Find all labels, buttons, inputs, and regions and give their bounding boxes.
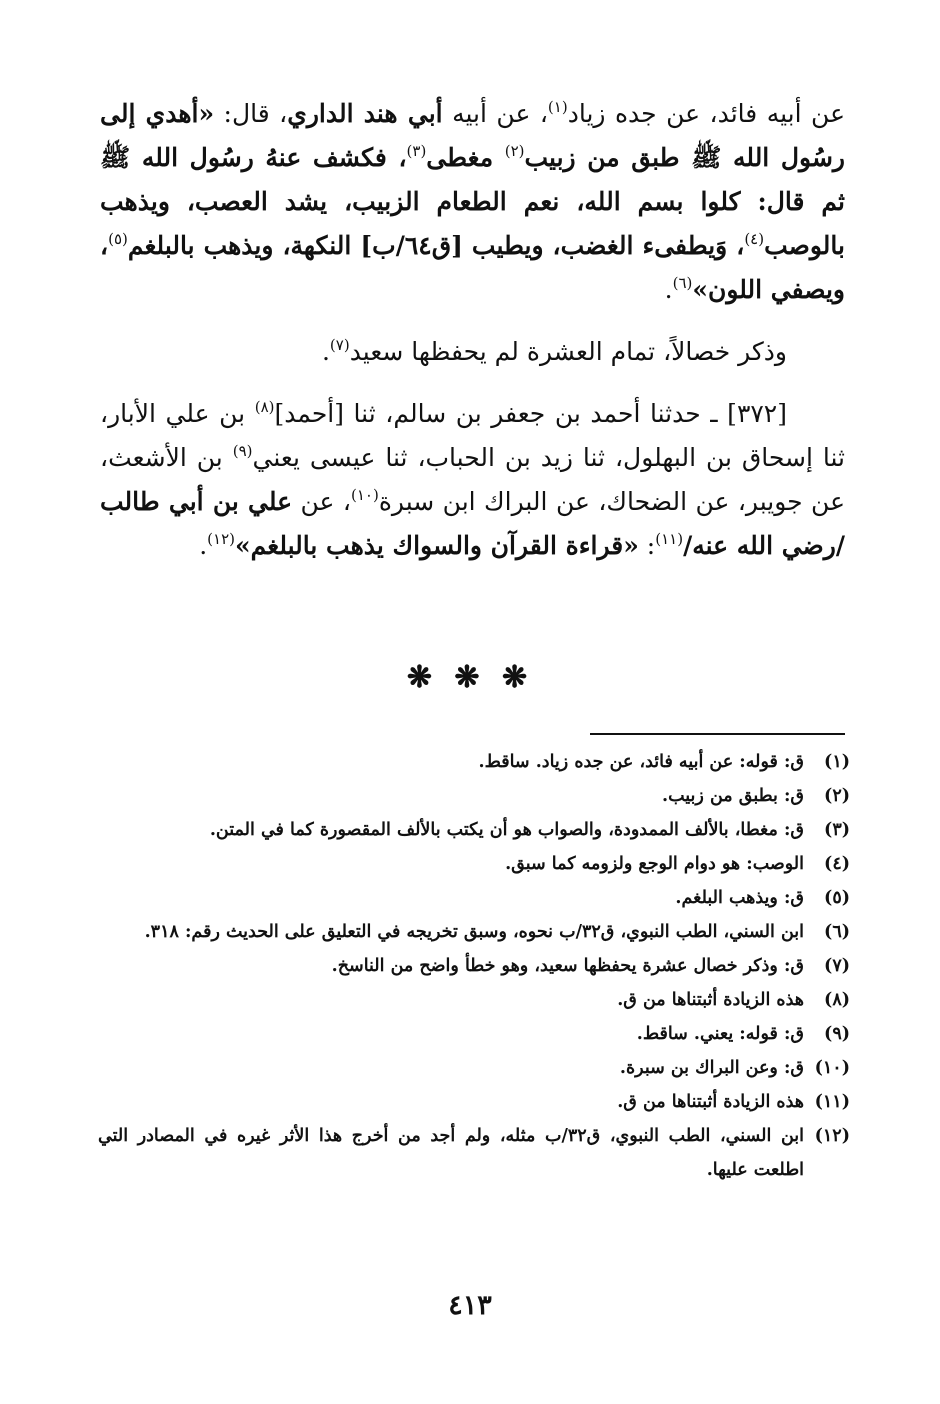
text-run: ، عن [292,487,351,516]
footnote-text: ق: قوله: يعني. ساقط. [636,1024,804,1044]
hadith-text: ، وَيطفىء الغضب، ويطيب [ق٦٤/ب] النكهة، ويذهب بالبلغم [127,231,745,260]
footnote-item [98,779,850,813]
page-number: ٤١٣ [448,1290,492,1321]
footnote-text: ابن السني، الطب النبوي، ق٣٢/ب مثله، ولم أجد من أخرج هذا الأثر غيره في المصادر التي اطلعت عليها. [98,1126,804,1180]
commentary-paragraph [100,330,845,374]
text-run: بن الأشعث، عن جويبر، عن الضحاك، عن البراك ابن سبرة [100,443,845,516]
footnote-item [98,813,850,847]
hadith-paragraph-1 [100,92,845,312]
footnote-marker: (٩) [232,442,253,460]
text-run: عن أبيه فائد، عن جده زياد [567,99,845,128]
footnote-marker: (١١) [655,530,684,548]
footnote-marker: (٧) [329,336,350,354]
footnote-marker: (٣) [406,142,427,160]
footnote-item [98,1119,850,1187]
footnote-text: ق: مغطا، بالألف الممدودة، والصواب هو أن يكتب بالألف المقصورة كما في المتن. [209,820,804,840]
footnote-number: (١) [824,752,850,772]
narrator-name: أبي هند الداري [287,99,443,128]
hadith-text: ، ويصفي اللون» [100,231,845,304]
hadith-text: «أهدي إلى رسُول الله ﷺ طبق من زبيب [100,99,845,172]
footnote-marker: (٨) [254,398,275,416]
footnote-item [98,1085,850,1119]
footnote-marker: (١) [547,98,568,116]
hadith-text: مغطى [426,143,505,172]
text-run: ، عن أبيه [442,99,548,128]
hadith-text: ، فكشف عنهُ رسُول الله ﷺ ثم قال: كلوا بسم الله، نعم الطعام الزبيب، يشد العصب، ويذهب بالوصب [100,143,845,260]
footnote-number: (٤) [824,854,850,874]
main-text [100,92,845,568]
hadith-paragraph-372 [100,392,845,568]
narrator-name: علي بن أبي طالب /رضي الله عنه/ [100,487,845,560]
section-separator: ❋ ❋ ❋ [406,660,534,695]
footnotes-list [98,745,850,1187]
footnote-marker: (٦) [672,274,693,292]
footnote-text: ق: بطبق من زبيب. [662,786,804,806]
footnote-text: ق: وعن البراك بن سبرة. [619,1058,804,1078]
footnote-text: هذه الزيادة أثبتناها من ق. [617,990,804,1010]
text-run: [٣٧٢] ـ حدثنا أحمد بن جعفر بن سالم، ثنا [أحمد] [274,399,787,428]
footnote-marker: (٤) [744,230,765,248]
footnote-marker: (١٠) [350,486,379,504]
text-run: وذكر خصالاً، تمام العشرة لم يحفظها سعيد [349,337,787,366]
footnote-text: ق: قوله: عن أبيه فائد، عن جده زياد. ساقط. [478,752,804,772]
footnote-number: (١١) [814,1092,850,1112]
footnote-marker: (١٢) [207,530,235,548]
text-run: . [664,275,673,304]
footnote-item [98,847,850,881]
footnote-text: هذه الزيادة أثبتناها من ق. [617,1092,804,1112]
footnote-text: ابن السني، الطب النبوي، ق٣٢/ب نحوه، وسبق تخريجه في التعليق على الحديث رقم: ٣١٨. [144,922,804,942]
text-run: . [321,337,330,366]
footnote-item [98,1051,850,1085]
footnote-text: ق: ويذهب البلغم. [675,888,804,908]
footnote-number: (٦) [824,922,850,942]
footnote-marker: (٥) [108,230,128,248]
footnote-number: (١٠) [814,1058,850,1078]
footnote-text: الوصب: هو دوام الوجع ولزومه كما سبق. [505,854,804,874]
footnote-item [98,915,850,949]
footnote-number: (٩) [824,1024,850,1044]
text-run: ، قال: [214,99,288,128]
footnote-item [98,983,850,1017]
hadith-text: «قراءة القرآن والسواك يذهب بالبلغم» [235,531,639,560]
footnote-number: (١٢) [814,1126,850,1146]
footnote-item [98,1017,850,1051]
footnote-text: ق: وذكر خصال عشرة يحفظها سعيد، وهو خطأ واضح من الناسخ. [331,956,804,976]
text-run: : [638,531,656,560]
footnote-number: (٢) [824,786,850,806]
text-run: . [199,531,208,560]
footnote-item [98,745,850,779]
footnote-marker: (٢) [504,142,525,160]
footnote-rule [590,733,845,735]
footnote-number: (٧) [824,956,850,976]
footnote-item [98,881,850,915]
footnote-number: (٨) [824,990,850,1010]
footnote-item [98,949,850,983]
text-run: بن علي الأبار، ثنا إسحاق بن البهلول، ثنا زيد بن الحباب، ثنا عيسى يعني [100,399,845,472]
footnote-number: (٣) [824,820,850,840]
footnote-number: (٥) [824,888,850,908]
